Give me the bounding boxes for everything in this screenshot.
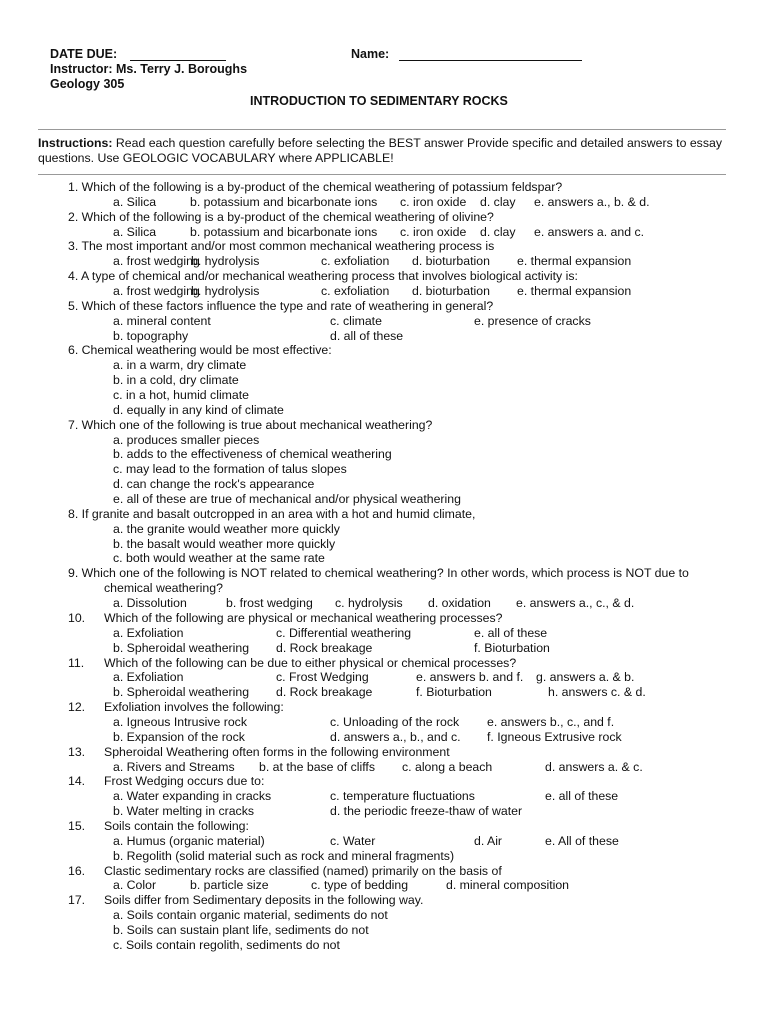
answer-row [0, 641, 770, 656]
answer-option: c. exfoliation [321, 254, 390, 269]
question-1 [0, 180, 770, 210]
answer-option: a. Water expanding in cracks [113, 789, 272, 804]
question-stem: Which of the following are physical or mechanical weathering processes? [104, 610, 503, 625]
instructions-bottom-rule [38, 174, 726, 175]
answer-option: c. Unloading of the rock [330, 714, 460, 729]
answer-option: d. the periodic freeze-thaw of water [330, 804, 523, 819]
answer-option: e. answers a., c., & d. [516, 596, 635, 611]
question-stem-line [0, 180, 770, 195]
answer-option: h. answers c. & d. [548, 685, 646, 700]
name-blank [399, 60, 582, 61]
question-stem-line [0, 566, 770, 581]
question-stem: 7. Which one of the following is true about mechanical weathering? [68, 417, 433, 432]
question-number: 17. [68, 893, 86, 908]
answer-option: d. mineral composition [446, 878, 570, 893]
answer-row [0, 938, 770, 953]
answer-option: a. produces smaller pieces [113, 432, 260, 447]
answer-option: d. bioturbation [412, 284, 490, 299]
question-stem-continuation-line [0, 581, 770, 596]
name-label: Name: [351, 47, 390, 61]
answer-row [0, 715, 770, 730]
answer-row [0, 760, 770, 775]
answer-row [0, 388, 770, 403]
question-16 [0, 864, 770, 894]
answer-row [0, 403, 770, 418]
answer-row [0, 551, 770, 566]
answer-option: d. answers a., b., and c. [330, 729, 461, 744]
answer-option: a. frost wedging [113, 254, 200, 269]
answer-row [0, 225, 770, 240]
answer-option: c. Differential weathering [276, 625, 412, 640]
answer-option: d. Air [474, 833, 503, 848]
instructor-line: Instructor: Ms. Terry J. Boroughs [50, 62, 248, 76]
answer-option: a. Silica [113, 224, 157, 239]
question-stem: 9. Which one of the following is NOT related to chemical weathering? In other words, which process is NOT due to [68, 566, 689, 581]
answer-option: b. hydrolysis [191, 254, 260, 269]
instructions-text: Read each question carefully before selecting the BEST answer Provide specific and detailed answers to essay questions. Use GEOLOGIC VOCABULARY where APPLICABLE! [38, 136, 722, 165]
answer-option: d. clay [480, 224, 516, 239]
answer-row [0, 626, 770, 641]
answer-option: c. in a hot, humid climate [113, 388, 250, 403]
answer-row [0, 522, 770, 537]
answer-row [0, 685, 770, 700]
instructions-top-rule [38, 129, 726, 130]
question-number: 10. [68, 610, 86, 625]
question-7 [0, 418, 770, 507]
answer-option: c. Water [330, 833, 376, 848]
answer-option: a. Rivers and Streams [113, 759, 235, 774]
question-stem: Exfoliation involves the following: [104, 700, 284, 715]
answer-option: b. topography [113, 328, 189, 343]
answer-option: c. type of bedding [311, 878, 409, 893]
answer-option: b. potassium and bicarbonate ions [190, 224, 378, 239]
question-list [0, 180, 770, 953]
question-stem: 8. If granite and basalt outcropped in an area with a hot and humid climate, [68, 506, 476, 521]
question-stem-line [0, 864, 770, 879]
question-stem-line [0, 343, 770, 358]
instructions-block [38, 136, 726, 166]
answer-option: b. the basalt would weather more quickly [113, 536, 336, 551]
answer-option: b. adds to the effectiveness of chemical weathering [113, 447, 392, 462]
question-stem-line [0, 893, 770, 908]
answer-option: g. answers a. & b. [536, 670, 635, 685]
answer-row [0, 670, 770, 685]
instructions-label: Instructions: [38, 136, 113, 150]
question-stem-line [0, 507, 770, 522]
answer-row [0, 908, 770, 923]
question-stem-line [0, 745, 770, 760]
answer-option: f. Bioturbation [474, 640, 550, 655]
answer-option: c. climate [330, 313, 382, 328]
answer-row [0, 329, 770, 344]
answer-row [0, 730, 770, 745]
question-stem-continuation: chemical weathering? [104, 581, 223, 596]
answer-row [0, 195, 770, 210]
answer-option: c. may lead to the formation of talus slopes [113, 462, 347, 477]
answer-row [0, 447, 770, 462]
question-9 [0, 566, 770, 611]
question-number: 12. [68, 700, 86, 715]
answer-row [0, 834, 770, 849]
question-6 [0, 343, 770, 417]
answer-row [0, 537, 770, 552]
answer-option: e. thermal expansion [517, 284, 632, 299]
answer-row [0, 433, 770, 448]
question-number: 16. [68, 863, 86, 878]
answer-option: f. Igneous Extrusive rock [487, 729, 622, 744]
answer-option: e. all of these [474, 625, 548, 640]
question-stem: 5. Which of these factors influence the type and rate of weathering in general? [68, 298, 494, 313]
answer-option: a. Humus (organic material) [113, 833, 265, 848]
answer-option: b. Regolith (solid material such as rock and mineral fragments) [113, 848, 455, 863]
answer-option: c. Soils contain regolith, sediments do not [113, 937, 340, 952]
question-number: 14. [68, 774, 86, 789]
answer-option: c. both would weather at the same rate [113, 551, 325, 566]
question-11 [0, 656, 770, 701]
answer-row [0, 358, 770, 373]
answer-row [0, 492, 770, 507]
answer-option: d. answers a. & c. [545, 759, 643, 774]
answer-row [0, 878, 770, 893]
answer-option: c. along a beach [402, 759, 493, 774]
answer-option: b. at the base of cliffs [259, 759, 375, 774]
question-stem-line [0, 774, 770, 789]
answer-row [0, 804, 770, 819]
answer-row [0, 849, 770, 864]
answer-option: a. in a warm, dry climate [113, 358, 247, 373]
answer-option: e. answers b., c., and f. [487, 714, 615, 729]
question-stem: 1. Which of the following is a by-product of the chemical weathering of potassium feldspar? [68, 180, 563, 194]
answer-option: c. exfoliation [321, 284, 390, 299]
question-stem: 4. A type of chemical and/or mechanical weathering process that involves biological activity is: [68, 269, 578, 284]
question-stem-line [0, 239, 770, 254]
answer-option: c. temperature fluctuations [330, 789, 475, 804]
answer-option: e. All of these [545, 833, 619, 848]
answer-option: b. in a cold, dry climate [113, 373, 239, 388]
question-stem-line [0, 700, 770, 715]
answer-option: e. presence of cracks [474, 313, 591, 328]
answer-option: d. can change the rock's appearance [113, 477, 315, 492]
question-stem-line [0, 269, 770, 284]
answer-option: b. Soils can sustain plant life, sediments do not [113, 922, 369, 937]
question-2 [0, 210, 770, 240]
question-10 [0, 611, 770, 656]
answer-option: e. answers a., b. & d. [534, 194, 650, 209]
answer-option: e. thermal expansion [517, 254, 632, 269]
answer-option: b. Spheroidal weathering [113, 640, 250, 655]
answer-row [0, 284, 770, 299]
answer-option: d. equally in any kind of climate [113, 402, 284, 417]
answer-option: a. Igneous Intrusive rock [113, 714, 247, 729]
answer-option: d. bioturbation [412, 254, 490, 269]
question-stem: 3. The most important and/or most common mechanical weathering process is [68, 239, 495, 254]
answer-row [0, 596, 770, 611]
answer-option: b. Water melting in cracks [113, 804, 254, 819]
question-number: 13. [68, 744, 86, 759]
question-stem: Clastic sedimentary rocks are classified (named) primarily on the basis of [104, 863, 502, 878]
question-4 [0, 269, 770, 299]
answer-option: b. Spheroidal weathering [113, 685, 250, 700]
answer-option: e. all of these are true of mechanical and/or physical weathering [113, 492, 461, 507]
question-13 [0, 745, 770, 775]
answer-option: a. Dissolution [113, 596, 187, 611]
question-stem: 6. Chemical weathering would be most effective: [68, 343, 332, 358]
question-8 [0, 507, 770, 566]
question-stem-line [0, 611, 770, 626]
answer-option: d. clay [480, 194, 516, 209]
answer-option: a. Soils contain organic material, sediments do not [113, 908, 388, 923]
answer-row [0, 373, 770, 388]
question-stem: Soils contain the following: [104, 818, 249, 833]
answer-option: e. answers a. and c. [534, 224, 645, 239]
answer-option: f. Bioturbation [416, 685, 492, 700]
question-12 [0, 700, 770, 745]
date-due-blank [130, 60, 226, 61]
answer-row [0, 314, 770, 329]
question-number: 15. [68, 818, 86, 833]
answer-option: c. iron oxide [400, 224, 467, 239]
answer-option: d. Rock breakage [276, 685, 373, 700]
page-title: INTRODUCTION TO SEDIMENTARY ROCKS [250, 94, 508, 108]
answer-option: b. potassium and bicarbonate ions [190, 194, 378, 209]
answer-option: a. Exfoliation [113, 670, 184, 685]
question-stem-line [0, 418, 770, 433]
answer-row [0, 923, 770, 938]
question-stem: Frost Wedging occurs due to: [104, 774, 265, 789]
question-17 [0, 893, 770, 952]
question-stem-line [0, 819, 770, 834]
answer-row [0, 789, 770, 804]
question-stem: Spheroidal Weathering often forms in the following environment [104, 744, 450, 759]
answer-option: a. frost wedging [113, 284, 200, 299]
answer-option: b. frost wedging [226, 596, 313, 611]
answer-option: c. hydrolysis [335, 596, 403, 611]
answer-option: a. Silica [113, 194, 157, 209]
answer-option: c. Frost Wedging [276, 670, 369, 685]
question-15 [0, 819, 770, 864]
answer-option: a. mineral content [113, 313, 211, 328]
question-5 [0, 299, 770, 344]
answer-option: b. Expansion of the rock [113, 729, 245, 744]
answer-row [0, 254, 770, 269]
question-stem-line [0, 210, 770, 225]
question-stem: Soils differ from Sedimentary deposits in the following way. [104, 893, 424, 908]
answer-option: e. all of these [545, 789, 619, 804]
answer-option: a. Exfoliation [113, 625, 184, 640]
course-line: Geology 305 [50, 77, 125, 91]
question-number: 11. [68, 655, 85, 670]
answer-option: d. Rock breakage [276, 640, 373, 655]
answer-row [0, 477, 770, 492]
question-3 [0, 239, 770, 269]
answer-option: c. iron oxide [400, 194, 467, 209]
question-14 [0, 774, 770, 819]
answer-row [0, 462, 770, 477]
question-stem-line [0, 299, 770, 314]
answer-option: d. all of these [330, 328, 404, 343]
question-stem-line [0, 656, 770, 671]
answer-option: e. answers b. and f. [416, 670, 524, 685]
answer-option: b. hydrolysis [191, 284, 260, 299]
answer-option: a. the granite would weather more quickly [113, 521, 340, 536]
question-stem: Which of the following can be due to either physical or chemical processes? [104, 655, 517, 670]
answer-option: a. Color [113, 878, 157, 893]
date-due-label: DATE DUE: [50, 47, 118, 61]
question-stem: 2. Which of the following is a by-product of the chemical weathering of olivine? [68, 209, 494, 224]
answer-option: b. particle size [190, 878, 269, 893]
answer-option: d. oxidation [428, 596, 491, 611]
